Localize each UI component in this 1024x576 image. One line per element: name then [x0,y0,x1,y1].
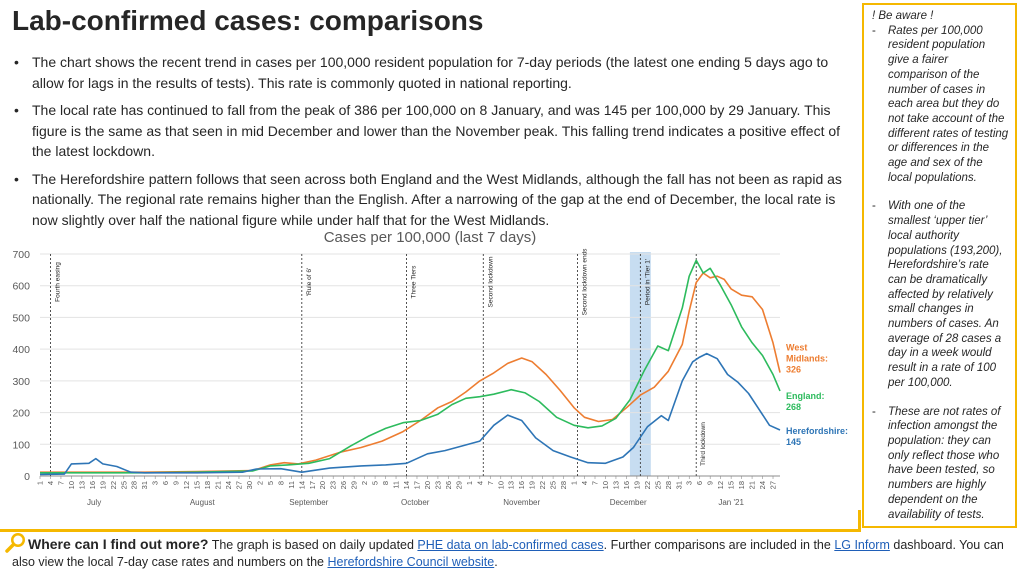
series-value-label: 268 [786,402,802,413]
be-aware-text: Rates per 100,000 resident population give a fairer comparison of the number of cases in each area but they do not take account of the different rates of testing or differences in the age and sex of the local populations. [888,24,1009,184]
x-tick-label: 15 [192,481,202,490]
phe-data-link[interactable]: PHE data on lab-confirmed cases [417,538,604,552]
series-value-label: 326 [786,364,802,375]
x-tick-label: 4 [475,481,485,486]
x-tick-label: 17 [412,481,422,490]
x-tick-label: 18 [737,481,747,490]
x-tick-label: 25 [548,481,558,490]
x-tick-label: 23 [328,481,338,490]
series-value-label: 145 [786,437,802,448]
x-tick-label: 21 [213,481,223,490]
x-tick-label: 26 [339,481,349,490]
x-tick-label: 5 [370,481,380,486]
chart-title: Cases per 100,000 (last 7 days) [323,229,537,246]
series-name-label: West [786,342,808,353]
x-tick-label: 24 [223,481,233,490]
x-tick-label: 10 [496,481,506,490]
x-month-label: July [86,498,102,507]
be-aware-heading: ! Be aware ! [872,10,934,22]
dash-marker: - [872,405,876,418]
footer-text-1: The graph is based on daily updated [208,538,418,552]
series-line [40,273,780,472]
x-tick-label: 11 [286,481,296,489]
x-tick-label: 20 [422,481,432,490]
x-tick-label: 28 [559,481,569,490]
series-name-label: England: [786,391,825,402]
footer-divider [0,529,860,532]
x-tick-label: 17 [307,481,317,490]
x-tick-label: 9 [705,481,715,486]
event-label: Period in 'Tier 1' [644,258,652,306]
x-tick-label: 31 [140,481,150,490]
x-tick-label: 24 [758,481,768,490]
dash-marker: - [872,200,876,213]
x-month-label: October [401,498,430,507]
event-label: Second lockdown ends [581,248,589,316]
x-tick-label: 22 [108,481,118,490]
lg-inform-link[interactable]: LG Inform [834,538,890,552]
page-title: Lab-confirmed cases: comparisons [12,5,484,36]
x-tick-label: 16 [517,481,527,490]
x-month-label: December [609,498,647,507]
be-aware-point [872,405,1009,523]
event-label: Three Tiers [410,265,418,299]
x-tick-label: 25 [653,481,663,490]
x-tick-label: 7 [56,481,66,486]
x-tick-label: 16 [87,481,97,490]
footer-divider-corner [858,510,861,532]
x-tick-label: 1 [35,481,45,486]
bullet-text: The Herefordshire pattern follows that seen across both England and the West Midlands, although the fall has not been as rapid as nationally. The regional rate remains higher than the English. After a narrowing of the gap at the end of December, the local rate is now slightly over half the national figure while under half that for the West Midlands. [32,170,842,228]
x-tick-label: 13 [611,481,621,490]
summary-bullets [12,52,858,237]
x-tick-label: 5 [265,481,275,486]
x-tick-label: 22 [642,481,652,490]
x-tick-label: 30 [244,481,254,490]
x-tick-label: 12 [716,481,726,490]
event-label: Third lockdown [700,422,708,466]
y-tick-label: 600 [12,280,30,293]
x-tick-label: 16 [621,481,631,490]
bullet-dot: • [14,170,19,187]
x-tick-label: 7 [590,481,600,486]
series-name-label: Midlands: [786,353,828,364]
x-tick-label: 1 [569,481,579,486]
x-tick-label: 15 [726,481,736,490]
x-tick-label: 13 [77,481,87,490]
x-tick-label: 10 [600,481,610,490]
event-label: Fourth easing [54,262,62,302]
x-tick-label: 6 [695,481,705,486]
x-month-label: November [503,498,541,507]
y-tick-label: 0 [24,471,30,483]
x-tick-label: 19 [632,481,642,490]
footer-question: Where can I find out more? [28,536,209,552]
x-month-label: August [189,498,215,507]
x-tick-label: 14 [297,481,307,490]
x-tick-label: 6 [161,481,171,486]
summary-bullet [12,169,858,231]
x-tick-label: 20 [318,481,328,490]
bullet-text: The chart shows the recent trend in cases per 100,000 resident population for 7-day periods (the latest one ending 5 days ago to allow for lags in the results of tests). This rate is commonly quoted in national reporting. [32,54,829,91]
x-tick-label: 18 [203,481,213,490]
x-tick-label: 21 [747,481,757,490]
series-line [40,354,780,475]
be-aware-text: With one of the smallest ‘upper tier’ local authority populations (193,200), Herefordshire’s rate can be dramatically affected by relatively small changes in numbers of cases. An average of 28 cases a day in a week would result in a rate of 100 per 100,000. [888,200,1003,389]
x-tick-label: 28 [663,481,673,490]
x-tick-label: 28 [129,481,139,490]
x-tick-label: 3 [150,481,160,486]
y-tick-label: 500 [12,312,30,325]
be-aware-point [872,199,1009,390]
x-tick-label: 4 [45,481,55,486]
x-tick-label: 3 [684,481,694,486]
x-tick-label: 23 [433,481,443,490]
series-name-label: Herefordshire: [786,426,849,437]
x-month-label: September [289,498,329,507]
footer-text-3: dashboard. You can also view the local 7-day case rates and numbers on the [12,538,1004,569]
dash-marker: - [872,24,876,37]
x-tick-label: 29 [349,481,359,490]
x-tick-label: 31 [674,481,684,490]
y-tick-label: 100 [12,439,30,452]
x-tick-label: 14 [402,481,412,490]
y-tick-label: 400 [12,344,30,357]
x-tick-label: 12 [182,481,192,490]
x-tick-label: 11 [391,481,401,489]
x-tick-label: 26 [443,481,453,490]
x-tick-label: 9 [171,481,181,486]
be-aware-panel [862,3,1017,528]
x-tick-label: 2 [360,481,370,486]
x-tick-label: 19 [527,481,537,490]
event-label: 'Rule of 6' [305,267,313,297]
x-month-label: Jan '21 [718,498,744,507]
x-tick-label: 10 [66,481,76,490]
footer-text-4: . [494,555,498,569]
x-tick-label: 25 [119,481,129,490]
herefordshire-council-link[interactable]: Herefordshire Council website [327,555,495,569]
be-aware-text: These are not rates of infection amongst the population: they can only reflect those who have been tested, so numbers are highly dependent on the availability of tests. [888,405,1001,521]
x-tick-label: 13 [506,481,516,490]
x-tick-label: 2 [255,481,265,486]
x-tick-label: 29 [454,481,464,490]
x-tick-label: 8 [381,481,391,486]
x-tick-label: 19 [98,481,108,490]
event-label: Second lockdown [487,256,495,308]
footer-text-2: . Further comparisons are included in the [603,538,835,552]
summary-bullet [12,100,858,162]
y-tick-label: 700 [12,249,30,261]
x-tick-label: 7 [485,481,495,486]
summary-bullet [12,52,858,93]
y-tick-label: 300 [12,375,30,388]
x-tick-label: 4 [580,481,590,486]
y-tick-label: 200 [12,407,30,420]
x-tick-label: 27 [234,481,244,490]
x-tick-label: 8 [276,481,286,486]
x-tick-label: 27 [768,481,778,490]
bullet-dot: • [14,54,19,70]
x-tick-label: 22 [538,481,548,490]
bullet-dot: • [14,102,19,118]
footer-text [12,536,1017,571]
x-tick-label: 1 [464,481,474,486]
bullet-text: The local rate has continued to fall from the peak of 386 per 100,000 on 8 January, and was 145 per 100,000 by 29 January. This figure is the same as that seen in mid December and lower than the November peak. This falling trend indicates a positive effect of the latest lockdown. [32,102,841,159]
be-aware-point [872,24,1009,186]
cases-rate-chart [0,222,860,512]
